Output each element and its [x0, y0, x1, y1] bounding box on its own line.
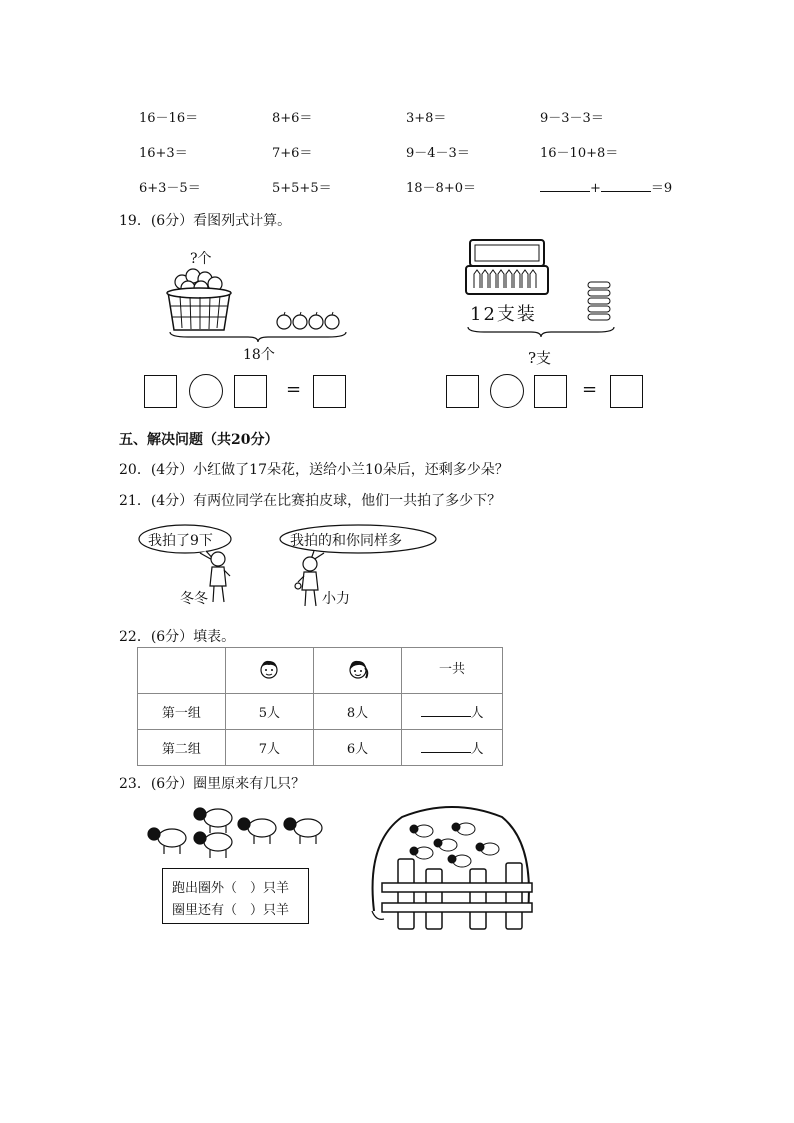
- header-total: 一共: [402, 648, 503, 694]
- section5-title: 五、解决问题（共20分）: [119, 432, 279, 448]
- apple-basket-illustration: [160, 262, 350, 334]
- q19-left-unknown: ?个: [190, 251, 212, 267]
- sheep-outside-illustration: [138, 800, 338, 864]
- eq-r3c4: [540, 177, 672, 196]
- eq-r1c1: 16－16＝: [139, 111, 199, 126]
- eq-r3c2: 5+5+5＝: [272, 181, 332, 196]
- eq-r1c2: 8+6＝: [272, 111, 313, 126]
- row-boys: 7人: [225, 730, 313, 766]
- total-blank[interactable]: [421, 704, 471, 717]
- q23-line1: 跑出圈外（ ）只羊: [172, 881, 290, 896]
- row-label: 第一组: [138, 694, 226, 730]
- row-total: [402, 730, 503, 766]
- q23-text: 23．(6分）圈里原来有几只？: [119, 776, 306, 792]
- left-answer-box-3[interactable]: [313, 375, 346, 408]
- right-brace: [466, 325, 616, 339]
- name-xiaoli: 小力: [322, 591, 350, 607]
- total-blank[interactable]: [421, 740, 471, 753]
- name-dongdong: 冬冬: [180, 591, 208, 607]
- eq-r3c3: 18－8+0＝: [406, 181, 476, 196]
- fill-table: [137, 647, 503, 766]
- girl-face-icon: [347, 658, 369, 680]
- total-unit: 人: [470, 706, 484, 721]
- bubble-right-text: 我拍的和你同样多: [290, 533, 402, 549]
- eq-r3c1: 6+3－5＝: [139, 181, 201, 196]
- left-answer-box-2[interactable]: [234, 375, 267, 408]
- sheep-pen-illustration: [362, 803, 538, 937]
- boy-face-icon: [258, 658, 280, 680]
- left-brace: [168, 330, 348, 344]
- q21-text: 21．(4分）有两位同学在比赛拍皮球，他们一共拍了多少下？: [119, 493, 502, 509]
- q20-text: 20．(4分）小红做了17朵花，送给小兰10朵后，还剩多少朵？: [119, 462, 509, 478]
- q23-line2: 圈里还有（ ）只羊: [172, 903, 290, 918]
- q19-title: 19．(6分）看图列式计算。: [119, 213, 292, 229]
- equals-nine: ＝9: [650, 181, 673, 196]
- q22-text: 22．(6分）填表。: [119, 629, 236, 645]
- row-girls: 8人: [313, 694, 401, 730]
- eq-r1c3: 3+8＝: [406, 111, 447, 126]
- left-answer-box-1[interactable]: [144, 375, 177, 408]
- q23-answer-box: [162, 868, 309, 924]
- eq-r2c2: 7+6＝: [272, 146, 313, 161]
- q19-right-unknown: ?支: [528, 349, 552, 367]
- table-corner: [138, 648, 226, 694]
- answer-blank-1[interactable]: [540, 179, 590, 192]
- right-equal-sign: =: [582, 379, 598, 400]
- row-label: 第二组: [138, 730, 226, 766]
- right-answer-box-1[interactable]: [446, 375, 479, 408]
- eq-r2c3: 9－4－3＝: [406, 146, 470, 161]
- eq-r1c4: 9－3－3＝: [540, 111, 604, 126]
- bubble-left-text: 我拍了9下: [148, 533, 213, 549]
- row-girls: 6人: [313, 730, 401, 766]
- left-equal-sign: =: [286, 379, 302, 400]
- right-answer-box-3[interactable]: [610, 375, 643, 408]
- eq-r2c1: 16+3＝: [139, 146, 188, 161]
- q19-left-total: 18个: [243, 347, 275, 363]
- crayon-box-label: 12支装: [470, 304, 537, 325]
- row-total: [402, 694, 503, 730]
- boy-icon-cell: [225, 648, 313, 694]
- left-operator-circle[interactable]: [189, 374, 223, 408]
- table-row: [138, 730, 503, 766]
- right-answer-box-2[interactable]: [534, 375, 567, 408]
- plus-sign: +: [590, 181, 601, 196]
- table-row: [138, 694, 503, 730]
- right-operator-circle[interactable]: [490, 374, 524, 408]
- row-boys: 5人: [225, 694, 313, 730]
- answer-blank-2[interactable]: [601, 179, 651, 192]
- total-unit: 人: [470, 742, 484, 757]
- girl-icon-cell: [313, 648, 401, 694]
- eq-r2c4: 16－10+8＝: [540, 146, 619, 161]
